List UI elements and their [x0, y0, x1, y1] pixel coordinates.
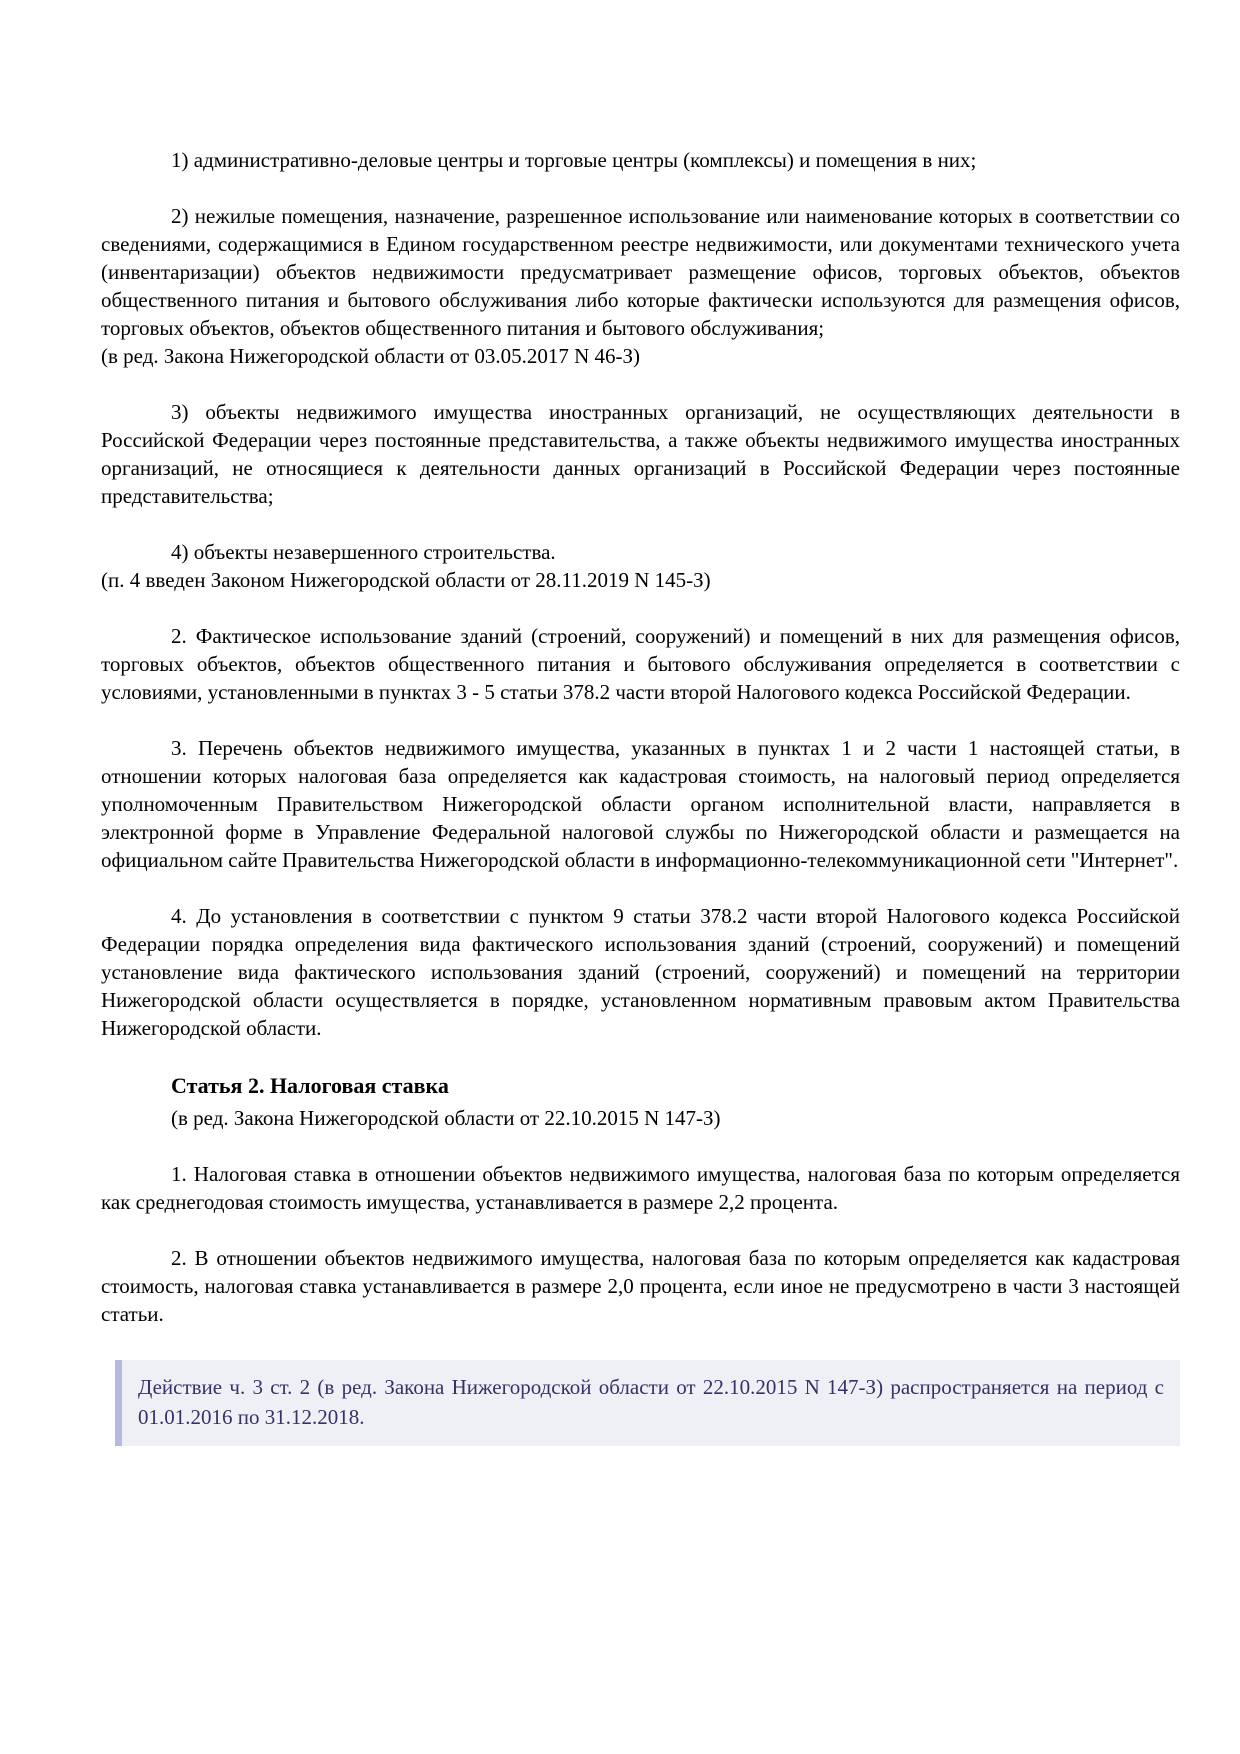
- amendment-note-item-4: (п. 4 введен Законом Нижегородской области от 28.11.2019 N 145-З): [101, 568, 711, 592]
- article2-paragraph-2: 2. В отношении объектов недвижимого имущества, налоговая база по которым определяется как кадастровая стоимость, налоговая ставка устанавливается в размере 2,0 процента, если иное не предусмотрено в части 3 настоящей статьи.: [101, 1246, 1180, 1326]
- validity-callout: [115, 1360, 1180, 1446]
- validity-callout-text: Действие ч. 3 ст. 2 (в ред. Закона Нижегородской области от 22.10.2015 N 147-З) распространяется на период с 01.01.2016 по 31.12.2018.: [138, 1375, 1164, 1429]
- article1-list-item-1: 1) административно-деловые центры и торговые центры (комплексы) и помещения в них;: [171, 148, 977, 172]
- article2-paragraph-1: 1. Налоговая ставка в отношении объектов недвижимого имущества, налоговая база по которым определяется как среднегодовая стоимость имущества, устанавливается в размере 2,2 процента.: [101, 1162, 1180, 1214]
- amendment-note-item-2: (в ред. Закона Нижегородской области от 03.05.2017 N 46-З): [101, 344, 641, 368]
- article1-paragraph-4: 4. До установления в соответствии с пунктом 9 статьи 378.2 части второй Налогового кодекса Российской Федерации порядка определения вида фактического использования зданий (строений, сооружений) и помещений установление вида фактического использования зданий (строений, сооружений) и помещений на территории Нижегородской области осуществляется в порядке, установленном нормативным правовым актом Правительства Нижегородской области.: [101, 904, 1180, 1040]
- article2-heading-note: (в ред. Закона Нижегородской области от 22.10.2015 N 147-З): [171, 1106, 721, 1130]
- article2-heading: Статья 2. Налоговая ставка: [171, 1073, 449, 1098]
- article1-paragraph-3: 3. Перечень объектов недвижимого имущества, указанных в пунктах 1 и 2 части 1 настоящей статьи, в отношении которых налоговая база определяется как кадастровая стоимость, на налоговый период определяется уполномоченным Правительством Нижегородской области органом исполнительной власти, направляется в электронной форме в Управление Федеральной налоговой службы по Нижегородской области и размещается на официальном сайте Правительства Нижегородской области в информационно-телекоммуникационной сети "Интернет".: [101, 736, 1180, 872]
- article1-list-item-2: 2) нежилые помещения, назначение, разрешенное использование или наименование которых в соответствии со сведениями, содержащимися в Едином государственном реестре недвижимости, или документами технического учета (инвентаризации) объектов недвижимости предусматривает размещение офисов, торговых объектов, объектов общественного питания и бытового обслуживания либо которые фактически используются для размещения офисов, торговых объектов, объектов общественного питания и бытового обслуживания;: [101, 204, 1180, 340]
- article1-list-item-3: 3) объекты недвижимого имущества иностранных организаций, не осуществляющих деятельности в Российской Федерации через постоянные представительства, а также объекты недвижимого имущества иностранных организаций, не относящиеся к деятельности данных организаций в Российской Федерации через постоянные представительства;: [101, 400, 1180, 508]
- article1-list-item-4: 4) объекты незавершенного строительства.: [171, 540, 556, 564]
- article1-paragraph-2: 2. Фактическое использование зданий (строений, сооружений) и помещений в них для размещения офисов, торговых объектов, объектов общественного питания и бытового обслуживания определяется в соответствии с условиями, установленными в пунктах 3 - 5 статьи 378.2 части второй Налогового кодекса Российской Федерации.: [101, 624, 1180, 704]
